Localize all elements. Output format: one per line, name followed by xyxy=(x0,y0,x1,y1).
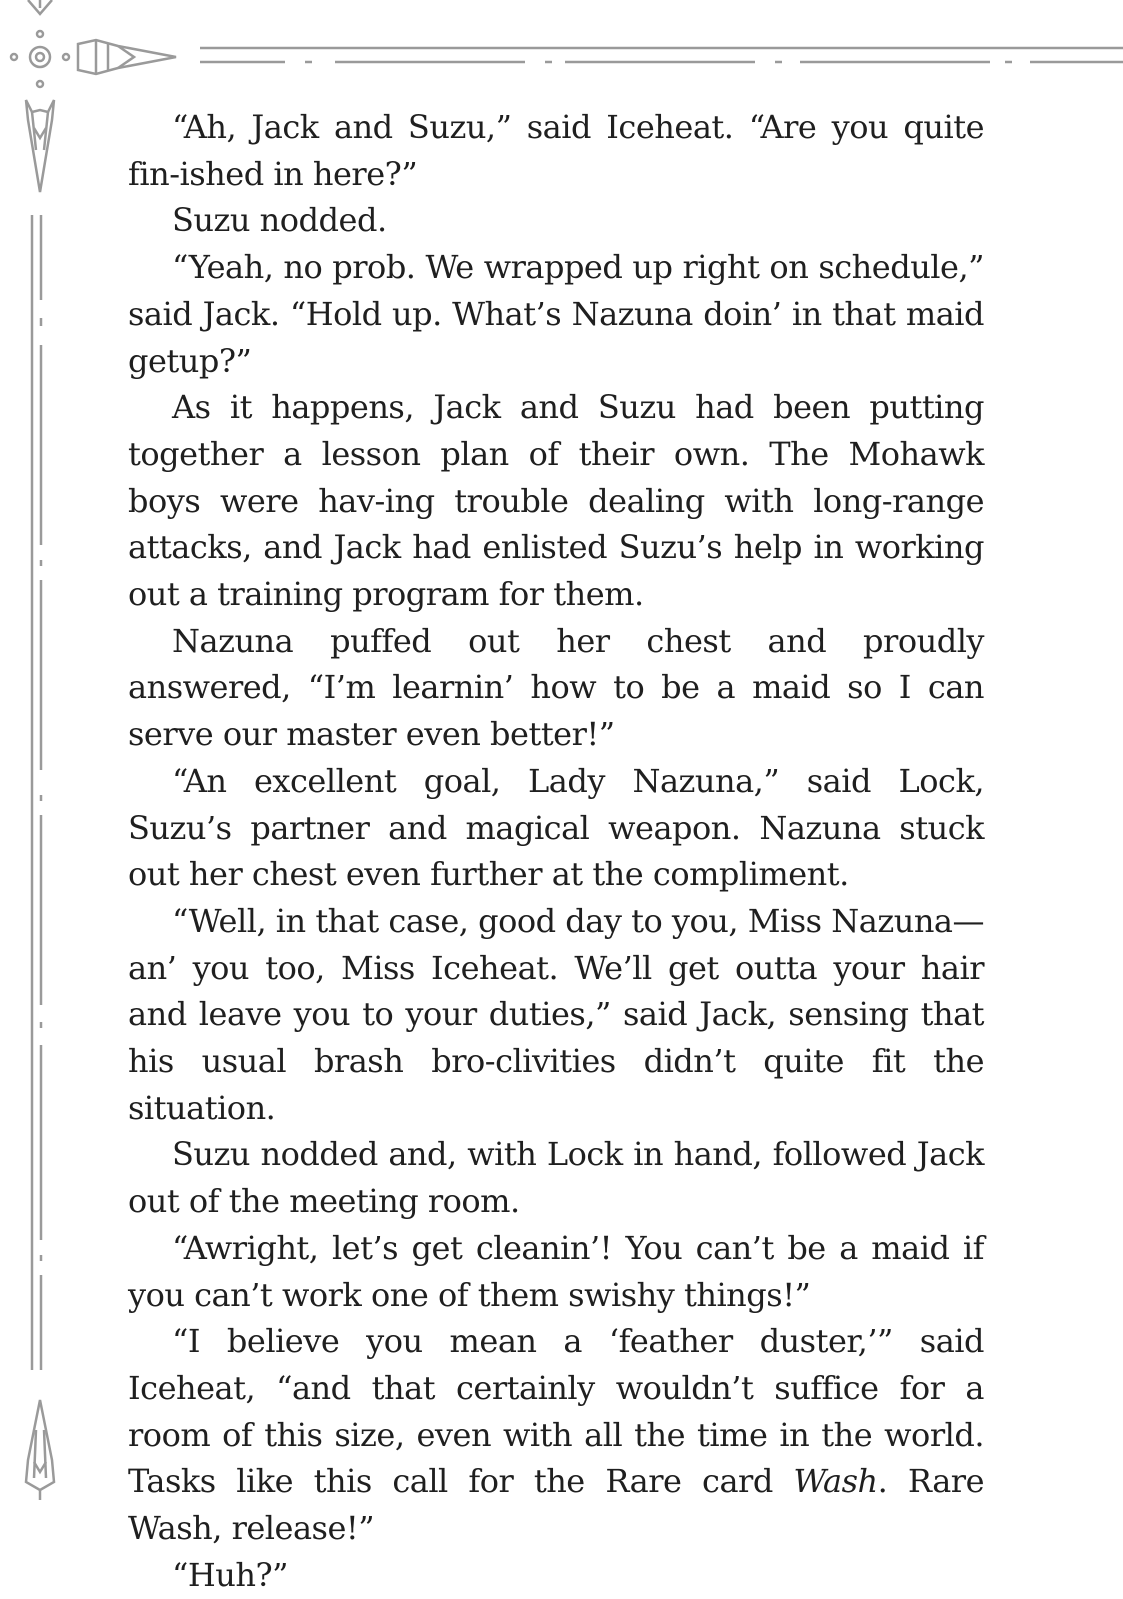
paragraph: “An excellent goal, Lady Nazuna,” said Lock, Suzu’s partner and magical weapon. Nazuna stuck out her chest even further at the compliment. xyxy=(128,761,984,894)
card-name-emphasis: Wash xyxy=(793,1462,878,1501)
paragraph: Suzu nodded and, with Lock in hand, followed Jack out of the meeting room. xyxy=(128,1135,984,1221)
paragraph: Suzu nodded. xyxy=(172,201,387,240)
body-text xyxy=(128,104,984,1599)
paragraph: “Ah, Jack and Suzu,” said Iceheat. “Are you quite fin-ished in here?” xyxy=(128,108,984,193)
paragraph-text: . Rare Wash, release!” xyxy=(128,1462,985,1548)
paragraph xyxy=(128,1318,984,1552)
paragraph: Nazuna puffed out her chest and proudly answered, “I’m learnin’ how to be a maid so I can serve our master even better!” xyxy=(128,621,984,754)
paragraph: “Well, in that case, good day to you, Miss Nazuna—an’ you too, Miss Iceheat. We’ll get outta your hair and leave you to your duties,” said Jack, sensing that his usual brash bro-clivities didn’t quite fit the situation. xyxy=(128,901,984,1127)
paragraph: As it happens, Jack and Suzu had been putting together a lesson plan of their own. The Mohawk boys were hav-ing trouble dealing with long-range attacks, and Jack had enlisted Suzu’s help in working out a training program for them. xyxy=(128,388,984,614)
paragraph: “Awright, let’s get cleanin’! You can’t be a maid if you can’t work one of them swishy things!” xyxy=(128,1228,984,1314)
paragraph-text: “I believe you mean a ‘feather duster,’” said Iceheat, “and that certainly wouldn’t suffice for a room of this size, even with all the time in the world. Tasks like this call for the Rare card xyxy=(128,1322,984,1501)
top-border-rule xyxy=(200,48,1123,62)
paragraph: “Yeah, no prob. We wrapped up right on schedule,” said Jack. “Hold up. What’s Nazuna doin’ in that maid getup?” xyxy=(128,248,984,380)
left-border-rule xyxy=(32,215,41,1370)
paragraph: “Huh?” xyxy=(172,1555,288,1594)
bottom-crystal-ornament xyxy=(26,1400,54,1500)
